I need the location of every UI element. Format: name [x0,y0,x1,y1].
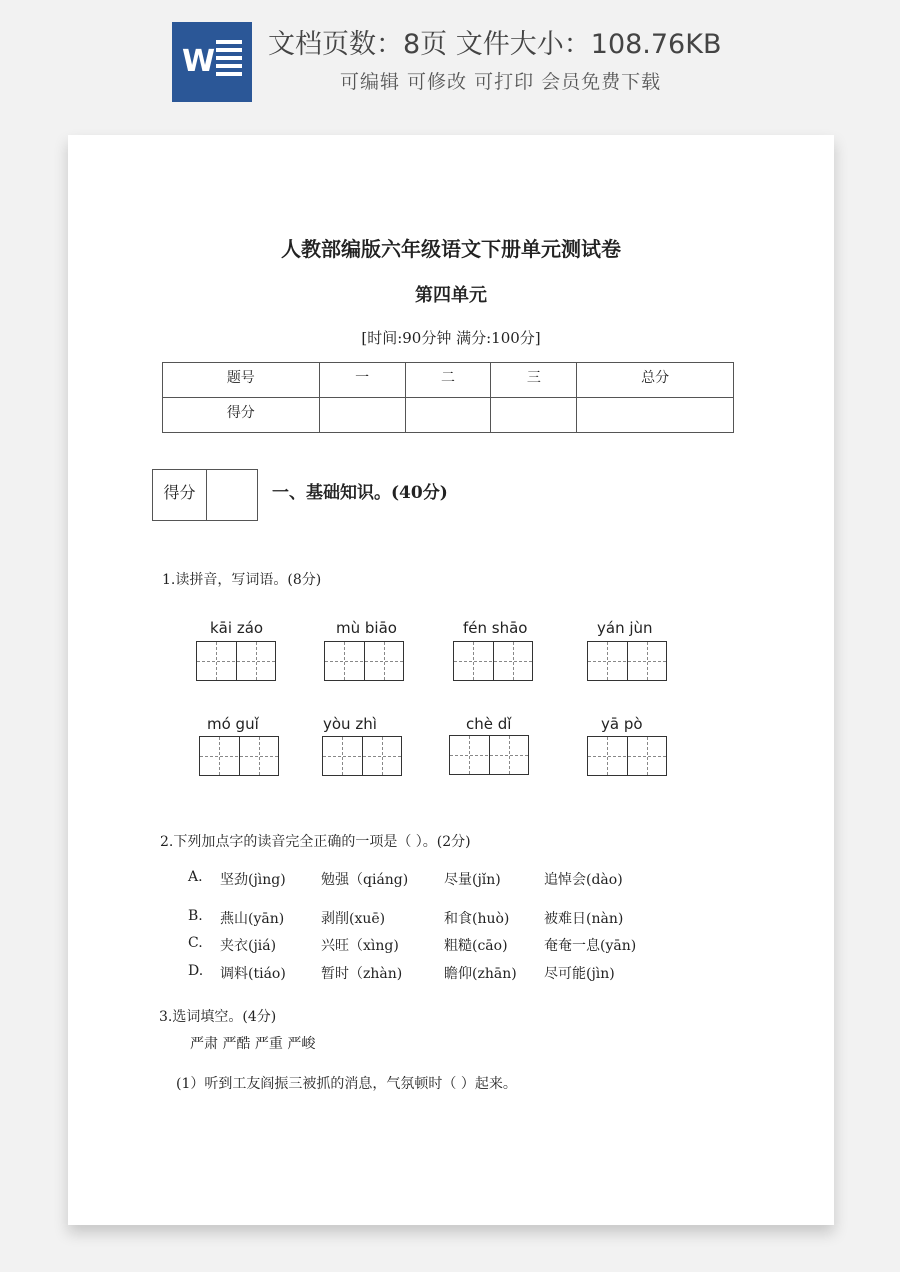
score-header: 题号 [163,363,320,398]
option-item: 粗糙(cāo) [444,938,508,954]
option-item: 尽可能(jìn) [544,966,615,982]
pinyin-label: fén shāo [463,619,528,637]
section-heading: 一、基础知识。(40分) [272,483,448,503]
option-item: 夹衣(jiá) [220,938,277,954]
score-cell[interactable] [405,398,491,433]
option-item: 调料(tiáo) [220,966,286,982]
option-item: 瞻仰(zhān) [444,966,517,982]
pinyin-label: kāi záo [210,619,264,637]
option-item: 坚劲(jìng) [220,872,286,888]
writing-grid[interactable] [196,641,276,681]
doc-subtitle: 第四单元 [415,285,487,306]
writing-grid[interactable] [453,641,533,681]
pinyin-label: yòu zhì [323,715,377,733]
option-item: 暂时（zhàn) [321,966,403,982]
option-letter: C. [188,935,203,951]
score-row-label: 得分 [163,398,320,433]
header-banner [0,0,900,120]
section-score-label: 得分 [153,470,207,520]
option-item: 被难日(nàn) [544,911,624,927]
question-3: 3.选词填空。(4分) [159,1009,277,1025]
doc-title: 人教部编版六年级语文下册单元测试卷 [281,237,621,261]
score-header: 总分 [577,363,734,398]
question-3-item-1: (1）听到工友阎振三被抓的消息，气氛顿时（ ）起来。 [176,1076,517,1092]
writing-grid[interactable] [449,735,529,775]
score-cell[interactable] [319,398,405,433]
section-score-box [152,469,258,521]
option-item: 尽量(jǐn) [444,872,501,888]
option-item: 兴旺（xìng) [321,938,399,954]
writing-grid[interactable] [587,736,667,776]
score-header: 三 [491,363,577,398]
question-2: 2.下列加点字的读音完全正确的一项是（ ）。(2分) [160,834,471,850]
word-bank: 严肃 严酷 严重 严峻 [190,1036,316,1052]
option-item: 和食(huò) [444,911,510,927]
writing-grid[interactable] [324,641,404,681]
option-letter: D. [188,963,204,979]
writing-grid[interactable] [322,736,402,776]
writing-grid[interactable] [587,641,667,681]
option-item: 剥削(xuē) [321,911,386,927]
pinyin-label: mù biāo [336,619,397,637]
pinyin-label: yā pò [601,715,643,733]
score-cell[interactable] [491,398,577,433]
score-cell[interactable] [577,398,734,433]
file-info-subtitle: 可编辑 可修改 可打印 会员免费下载 [340,71,662,93]
option-item: 追悼会(dào) [544,872,623,888]
option-item: 奄奄一息(yān) [544,938,637,954]
pinyin-label: chè dǐ [466,715,512,733]
option-item: 燕山(yān) [220,911,285,927]
question-1: 1.读拼音，写词语。(8分) [162,572,322,588]
score-header: 二 [405,363,491,398]
time-score-line: [时间:90分钟 满分:100分] [361,329,541,347]
pinyin-label: mó guǐ [207,715,259,733]
file-info-title: 文档页数：8页 文件大小：108.76KB [268,29,722,60]
writing-grid[interactable] [199,736,279,776]
word-doc-icon: W [172,22,252,102]
score-table [162,362,734,433]
pinyin-label: yán jùn [597,619,653,637]
option-letter: A. [188,869,203,885]
option-item: 勉强（qiáng) [321,872,409,888]
option-letter: B. [188,908,203,924]
score-header: 一 [319,363,405,398]
document-page [68,135,834,1225]
